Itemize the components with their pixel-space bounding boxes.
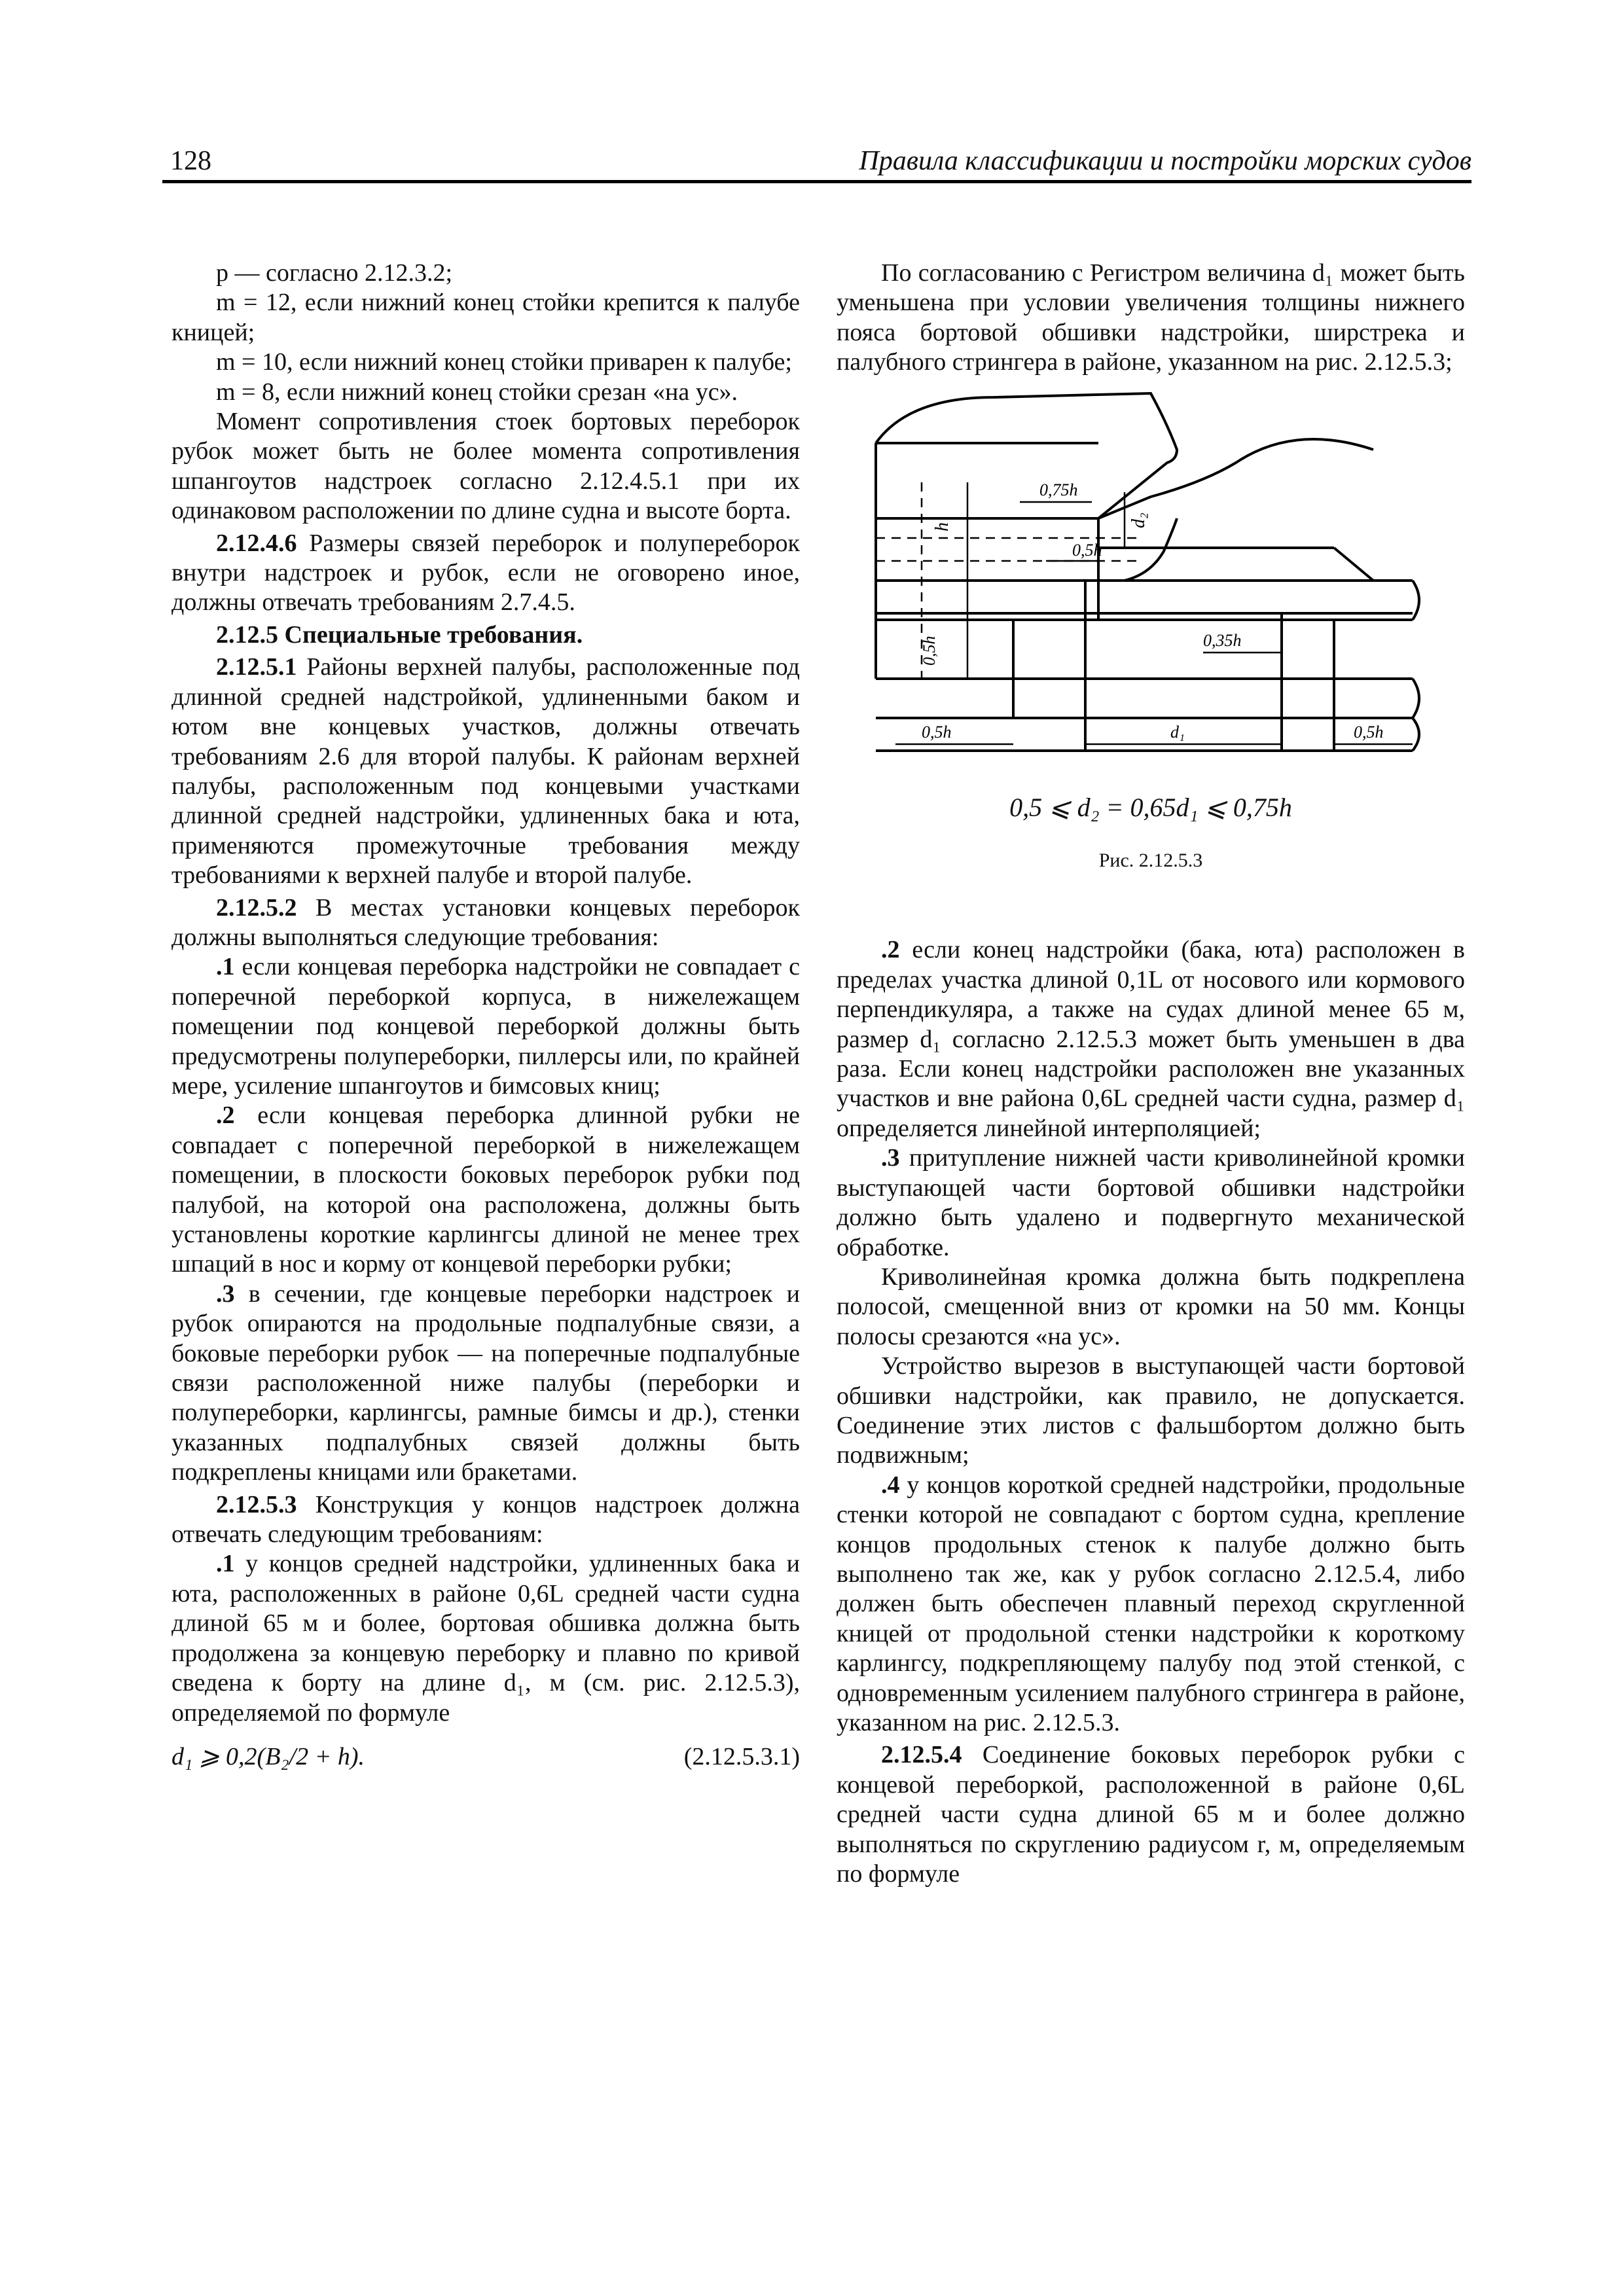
paragraph [171,1490,800,1550]
item-number: .4 [881,1471,900,1499]
item-number: .2 [216,1102,235,1130]
item-number: .1 [216,953,235,981]
running-title: Правила классификации и постройки морских судов [859,146,1471,176]
clause-text: Соединение боковых переборок рубки с концевой переборкой, расположенной в районе 0,6L средней части судна длиной 65 м и более должно выполняться по скруглению радиусом r, м, определяемым по формуле [837,1741,1465,1888]
item-text: если конец надстройки (бака, юта) расположен в пределах участка длиной 0,1L от носового или кормового перпендикуляра, а также на судах длиной менее 65 м, размер d₁ согласно 2.12.5.3 может быть уменьшен в два раза. Если конец надстройки расположен вне указанных участков и вне района 0,6L средней части судна, размер d₁ определяется линейной интерполяцией; [837,936,1465,1142]
paragraph [171,1280,800,1488]
label-035h: 0,35h [1203,630,1242,650]
figure-formula: 0,5 ⩽ d₂ = 0,65d₁ ⩽ 0,75h [1009,792,1292,822]
paragraph [171,1549,800,1727]
clause-text: Районы верхней палубы, расположенные под длинной средней надстройкой, удлиненными баком и ютом вне концевых участков, должны отвечать требованиям 2.6 для второй палубы. К районам верхней палубы, расположенным под концевыми участками длинной средней надстройки, удлиненных бака и юта, применяются промежуточные требования между требованиями к верхней палубе и второй палубе. [171,653,800,889]
label-05h-top: 0,5h [1072,540,1102,560]
clause-number: 2.12.5.1 [216,653,297,681]
clause-number: 2.12.4.6 [216,529,297,557]
figure-caption: Рис. 2.12.5.3 [1098,850,1203,872]
paragraph [837,1143,1465,1263]
paragraph: Момент сопротивления стоек бортовых переборок рубок может быть не более момента сопротивления шпангоутов надстроек согласно 2.12.4.5.1 при их одинаковом расположении по длине судна и высоте борта. [171,408,800,525]
left-column [171,259,800,1772]
label-05h-right: 0,5h [1354,722,1384,742]
paragraph: m = 10, если нижний конец стойки приварен к палубе; [216,348,792,376]
paragraph: m = 12, если нижний конец стойки крепится к палубе кницей; [171,289,800,346]
side-plating-curve [1098,439,1373,518]
page-header [162,145,1471,179]
item-text: у концов короткой средней надстройки, продольные стенки которой не совпадают с бортом судна, крепление концов продольных стенок к палубе должно быть выполнено так же, как у рубок согласно 2.12.5.4, либо должен быть обеспечен плавный переход скругленной кницей от продольной стенки надстройки к короткому карлингсу, подкрепляющему палубу под этой стенкой, с одновременным усилением палубного стрингера в районе, указанном на рис. 2.12.5.3. [837,1471,1465,1736]
clause-number: 2.12.5.3 [216,1490,297,1518]
item-text: притупление нижней части криволинейной кромки выступающей части бортовой обшивки надстройки должно быть удалено и подвергнуто механической обработке. [837,1144,1465,1261]
paragraph [837,935,1465,1143]
paragraph: p — согласно 2.12.3.2; [216,259,453,287]
paragraph: m = 8, если нижний конец стойки срезан «на ус». [216,378,738,406]
paragraph [171,529,800,618]
structure-drawing [837,384,1465,790]
page-number: 128 [170,146,211,176]
paragraph: По согласованию с Регистром величина d₁ может быть уменьшена при условии увеличения толщины нижнего пояса бортовой обшивки надстройки, ширстрека и палубного стрингера в районе, указанном на рис. 2.12.5.3; [837,259,1465,376]
paragraph [171,653,800,890]
clause-text: Конструкция у концов надстроек должна отвечать следующим требованиям: [171,1490,800,1549]
formula-number: (2.12.5.3.1) [683,1742,800,1770]
clause-number: 2.12.5.4 [881,1741,962,1769]
item-number: .3 [216,1280,235,1308]
label-05h-vertical: 0,5h [920,636,939,666]
figure-2-12-5-3 [837,384,1465,790]
section-heading [171,620,800,650]
clause-text: В местах установки концевых переборок должны выполняться следующие требования: [171,893,800,951]
right-column [837,259,1465,1889]
section-heading-text: 2.12.5 Специальные требования. [216,620,583,649]
label-d1: d₁ [1170,722,1185,742]
paragraph [837,1471,1465,1738]
paragraph: Криволинейная кромка должна быть подкреплена полосой, смещенной вниз от кромки на 50 мм. Концы полосы срезаются «на ус». [837,1263,1465,1350]
item-text: если концевая переборка длинной рубки не совпадает с поперечной переборкой в нижележащем помещении, в плоскости боковых переборок рубки под палубой, на которой она расположена, должны быть установлены короткие карлингсы длиной не менее трех шпаций в нос и корму от концевой переборки рубки; [171,1102,800,1278]
paragraph [837,1740,1465,1889]
formula-row [171,1742,800,1772]
paragraph [171,893,800,953]
paragraph [171,952,800,1101]
paragraph [171,1101,800,1279]
label-05h-left: 0,5h [922,722,952,742]
header-rule [162,180,1471,183]
item-number: .2 [881,936,900,964]
item-number: .1 [216,1550,235,1578]
formula: d₁ ⩾ 0,2(B₂/2 + h). [171,1742,365,1770]
item-number: .3 [881,1144,900,1172]
item-text: если концевая переборка надстройки не совпадает с поперечной переборкой корпуса, в нижележащем помещении под концевой переборкой должны быть предусмотрены полупереборки, пиллерсы или, по крайней мере, усиление шпангоутов и бимсовых книц; [171,953,800,1100]
label-075h: 0,75h [1039,480,1078,499]
paragraph: Устройство вырезов в выступающей части бортовой обшивки надстройки, как правило, не допускается. Соединение этих листов с фальшбортом должно быть подвижным; [837,1352,1465,1469]
label-d2: d₂ [1128,512,1149,528]
item-text: у концов средней надстройки, удлиненных бака и юта, расположенных в районе 0,6L средней части судна длиной 65 м и более, бортовая обшивка должна быть продолжена за концевую переборку и плавно по кривой сведена к борту на длине d₁, м (см. рис. 2.12.5.3), определяемой по формуле [171,1550,800,1727]
label-h: h [932,522,952,531]
clause-text: Размеры связей переборок и полупереборок внутри надстроек и рубок, если не оговорено иное, должны отвечать требованиям 2.7.4.5. [171,529,800,617]
item-text: в сечении, где концевые переборки надстроек и рубок опираются на продольные подпалубные связи, а боковые переборки рубок — на поперечные подпалубные связи расположенной ниже палубы (переборки и полупереборки, карлингсы, рамные бимсы и др.), стенки указанных подпалубных связей должны быть подкреплены кницами или бракетами. [171,1280,800,1486]
clause-number: 2.12.5.2 [216,893,297,922]
